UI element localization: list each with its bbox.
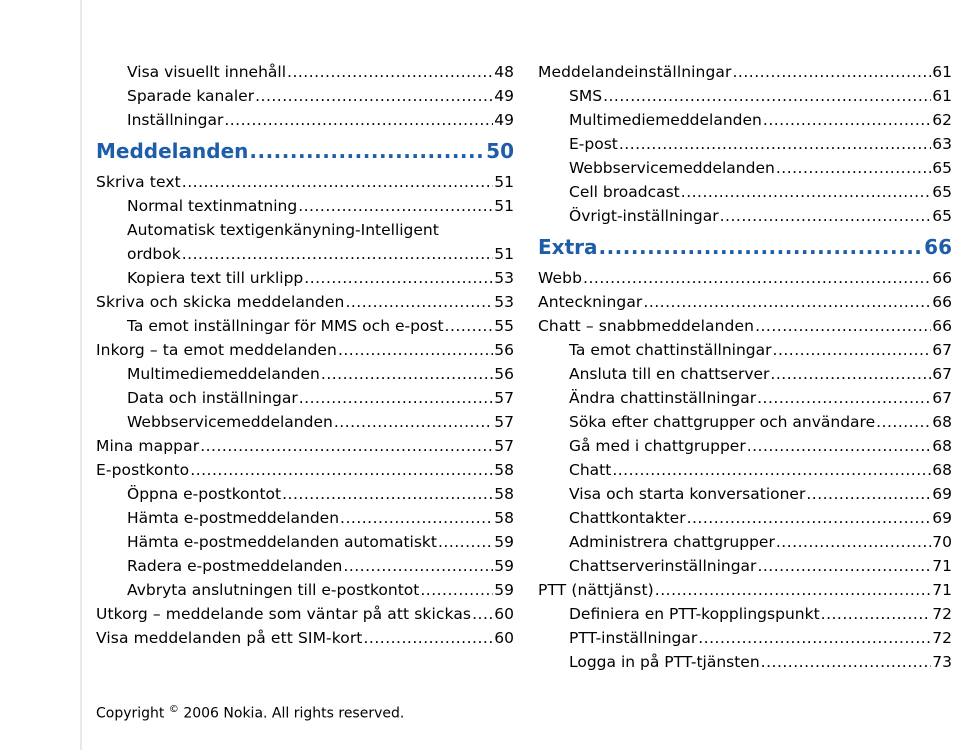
toc-entry[interactable]: [96, 290, 514, 314]
toc-page-number: 71: [932, 557, 952, 575]
toc-dot-leader: [420, 578, 493, 602]
toc-entry-title: Chattserverinställningar: [569, 557, 757, 575]
toc-entry[interactable]: [96, 362, 514, 386]
toc-page-number: 51: [494, 173, 514, 191]
toc-dot-leader: [583, 266, 931, 290]
toc-dot-leader: [761, 650, 932, 674]
toc-entry[interactable]: [538, 290, 952, 314]
toc-entry[interactable]: [538, 84, 952, 108]
toc-entry[interactable]: [538, 458, 952, 482]
toc-page-number: 58: [494, 509, 514, 527]
toc-page-number: 70: [932, 533, 952, 551]
toc-entry-title: Sparade kanaler: [127, 87, 255, 105]
toc-page-number: 59: [494, 581, 514, 599]
toc-entry-title: Visa och starta konversationer: [569, 485, 806, 503]
toc-dot-leader: [598, 228, 923, 266]
toc-page-number: 60: [494, 629, 514, 647]
toc-page-number: 69: [932, 485, 952, 503]
toc-page-number: 68: [932, 437, 952, 455]
toc-entry[interactable]: [538, 60, 952, 84]
toc-page-number: 67: [932, 389, 952, 407]
toc-dot-leader: [763, 108, 931, 132]
toc-entry-title: Extra: [538, 235, 598, 259]
toc-page-number: 58: [494, 461, 514, 479]
toc-entry[interactable]: [538, 578, 952, 602]
toc-dot-leader: [755, 314, 931, 338]
toc-page-number: 53: [494, 269, 514, 287]
toc-dot-leader: [619, 132, 931, 156]
toc-entry[interactable]: [538, 132, 952, 156]
toc-dot-leader: [200, 434, 493, 458]
toc-page-number: 56: [494, 341, 514, 359]
toc-entry[interactable]: [538, 314, 952, 338]
toc-dot-leader: [757, 386, 931, 410]
toc-dot-leader: [655, 578, 931, 602]
toc-entry-title: Gå med i chattgrupper: [569, 437, 746, 455]
toc-entry-title: Visa visuellt innehåll: [127, 63, 287, 81]
toc-section-heading[interactable]: [96, 132, 514, 170]
toc-page-number: 56: [494, 365, 514, 383]
toc-entry-title: Visa meddelanden på ett SIM-kort: [96, 629, 363, 647]
toc-dot-leader: [224, 108, 493, 132]
toc-entry[interactable]: [96, 602, 514, 626]
toc-entry[interactable]: [96, 386, 514, 410]
toc-page-number: 68: [932, 461, 952, 479]
toc-entry-title: Definiera en PTT-kopplingspunkt: [569, 605, 820, 623]
toc-page-number: 51: [494, 197, 514, 215]
toc-entry[interactable]: [96, 170, 514, 194]
toc-entry-title: Meddelandeinställningar: [538, 63, 732, 81]
toc-entry[interactable]: [96, 458, 514, 482]
toc-page-number: 59: [494, 557, 514, 575]
toc-dot-leader: [287, 60, 493, 84]
toc-dot-leader: [876, 410, 931, 434]
toc-entry-title: Avbryta anslutningen till e-postkontot: [127, 581, 420, 599]
toc-page-number: 57: [494, 389, 514, 407]
toc-entry-title: Skriva och skicka meddelanden: [96, 293, 345, 311]
toc-page-number: 73: [932, 653, 952, 671]
toc-entry[interactable]: [96, 338, 514, 362]
toc-dot-leader: [321, 362, 493, 386]
toc-entry-title: PTT-inställningar: [569, 629, 698, 647]
toc-entry[interactable]: [538, 650, 952, 674]
toc-left-column: [96, 60, 514, 650]
toc-entry[interactable]: [538, 362, 952, 386]
toc-entry-title: Data och inställningar: [127, 389, 298, 407]
toc-page-number: 67: [932, 365, 952, 383]
toc-page-number: 49: [494, 111, 514, 129]
toc-entry-title: Radera e-postmeddelanden: [127, 557, 343, 575]
toc-dot-leader: [732, 60, 931, 84]
toc-page-number: 65: [932, 183, 952, 201]
toc-entry-title: Chattkontakter: [569, 509, 686, 527]
toc-page-number: 65: [932, 159, 952, 177]
toc-entry-title: Automatisk textigenkänyning-Intelligent: [127, 221, 439, 239]
toc-entry[interactable]: [538, 338, 952, 362]
toc-dot-leader: [757, 554, 931, 578]
toc-page-number: 61: [932, 63, 952, 81]
toc-entry-title: Skriva text: [96, 173, 181, 191]
toc-page-number: 48: [494, 63, 514, 81]
toc-page-number: 55: [494, 317, 514, 335]
toc-entry-title: Anteckningar: [538, 293, 643, 311]
toc-dot-leader: [182, 170, 493, 194]
toc-entry[interactable]: [538, 626, 952, 650]
toc-dot-leader: [681, 180, 932, 204]
toc-page-number: 62: [932, 111, 952, 129]
toc-entry[interactable]: [538, 156, 952, 180]
toc-entry-title: Inkorg – ta emot meddelanden: [96, 341, 337, 359]
toc-entry-title: Mina mappar: [96, 437, 200, 455]
toc-entry-title: Hämta e-postmeddelanden: [127, 509, 340, 527]
toc-page-number: 59: [494, 533, 514, 551]
toc-entry-title: Öppna e-postkontot: [127, 485, 282, 503]
toc-entry-title: Webbservicemeddelanden: [569, 159, 775, 177]
toc-dot-leader: [190, 458, 493, 482]
toc-entry-title: Ansluta till en chattserver: [569, 365, 770, 383]
toc-entry[interactable]: [538, 180, 952, 204]
toc-page-number: 63: [932, 135, 952, 153]
toc-entry[interactable]: [96, 578, 514, 602]
toc-entry[interactable]: [538, 554, 952, 578]
toc-dot-leader: [773, 338, 932, 362]
toc-entry[interactable]: [538, 386, 952, 410]
toc-dot-leader: [603, 84, 931, 108]
toc-entry-title: Multimediemeddelanden: [127, 365, 320, 383]
toc-entry-title: PTT (nättjänst): [538, 581, 654, 599]
toc-dot-leader: [776, 156, 931, 180]
toc-entry-title: Ändra chattinställningar: [569, 389, 757, 407]
toc-entry-title: Multimediemeddelanden: [569, 111, 762, 129]
toc-dot-leader: [338, 338, 493, 362]
toc-entry-title: Normal textinmatning: [127, 197, 298, 215]
toc-page-number: 66: [924, 235, 952, 259]
copyright-symbol: ©: [168, 704, 179, 715]
toc-page-number: 69: [932, 509, 952, 527]
toc-dot-leader: [282, 482, 493, 506]
toc-page-number: 51: [494, 245, 514, 263]
toc-entry[interactable]: [538, 434, 952, 458]
toc-dot-leader: [255, 84, 493, 108]
toc-entry[interactable]: [96, 108, 514, 132]
toc-dot-leader: [747, 434, 932, 458]
toc-page-number: 66: [932, 317, 952, 335]
toc-page-number: 57: [494, 437, 514, 455]
toc-entry[interactable]: [96, 194, 514, 218]
toc-page-number: 71: [932, 581, 952, 599]
toc-entry[interactable]: [96, 626, 514, 650]
toc-entry-title: Inställningar: [127, 111, 224, 129]
toc-page-number: 65: [932, 207, 952, 225]
toc-page-number: 57: [494, 413, 514, 431]
toc-entry-title: Ta emot inställningar för MMS och e-post: [127, 317, 444, 335]
toc-entry-title: Meddelanden: [96, 139, 249, 163]
toc-dot-leader: [304, 266, 493, 290]
toc-entry[interactable]: [538, 204, 952, 228]
toc-entry-title: Webb: [538, 269, 583, 287]
toc-right-column: [538, 60, 952, 674]
toc-page-number: 61: [932, 87, 952, 105]
toc-dot-leader: [776, 530, 931, 554]
toc-dot-leader: [298, 194, 493, 218]
toc-dot-leader: [334, 410, 493, 434]
toc-entry[interactable]: [96, 266, 514, 290]
toc-entry[interactable]: [96, 434, 514, 458]
toc-entry[interactable]: [538, 530, 952, 554]
toc-page-number: 72: [932, 605, 952, 623]
toc-page-number: 53: [494, 293, 514, 311]
toc-entry[interactable]: [96, 530, 514, 554]
toc-entry-title: Kopiera text till urklipp: [127, 269, 304, 287]
toc-entry-title: Logga in på PTT-tjänsten: [569, 653, 760, 671]
toc-page-number: 68: [932, 413, 952, 431]
toc-dot-leader: [806, 482, 931, 506]
toc-page-number: 67: [932, 341, 952, 359]
toc-entry-title: Chatt: [569, 461, 612, 479]
toc-entry-title: E-post: [569, 135, 618, 153]
toc-dot-leader: [687, 506, 932, 530]
toc-dot-leader: [770, 362, 931, 386]
toc-dot-leader: [340, 506, 493, 530]
toc-entry-title: ordbok: [127, 245, 181, 263]
toc-entry-title: SMS: [569, 87, 603, 105]
toc-page-number: 60: [494, 605, 514, 623]
toc-entry[interactable]: [538, 506, 952, 530]
toc-page-number: 58: [494, 485, 514, 503]
toc-dot-leader: [343, 554, 493, 578]
toc-entry[interactable]: [538, 482, 952, 506]
toc-dot-leader: [438, 530, 493, 554]
toc-entry[interactable]: [96, 506, 514, 530]
toc-entry[interactable]: [96, 60, 514, 84]
toc-entry-title: Söka efter chattgrupper och användare: [569, 413, 876, 431]
toc-dot-leader: [345, 290, 493, 314]
toc-entry[interactable]: [96, 218, 514, 242]
toc-entry-title: Utkorg – meddelande som väntar på att skickas: [96, 605, 472, 623]
toc-entry-title: Övrigt-inställningar: [569, 207, 719, 225]
toc-entry[interactable]: [538, 410, 952, 434]
toc-dot-leader: [299, 386, 494, 410]
toc-dot-leader: [698, 626, 931, 650]
toc-page-number: 50: [486, 139, 514, 163]
toc-dot-leader: [364, 626, 494, 650]
toc-page-number: 66: [932, 269, 952, 287]
copyright-text: 2006 Nokia. All rights reserved.: [183, 705, 405, 722]
toc-dot-leader: [643, 290, 931, 314]
toc-entry-title: Ta emot chattinställningar: [569, 341, 772, 359]
toc-dot-leader: [472, 602, 493, 626]
toc-dot-leader: [182, 242, 494, 266]
toc-dot-leader: [612, 458, 931, 482]
toc-entry[interactable]: [96, 554, 514, 578]
toc-entry[interactable]: [96, 84, 514, 108]
toc-entry[interactable]: [538, 108, 952, 132]
toc-entry[interactable]: [96, 314, 514, 338]
toc-dot-leader: [445, 314, 494, 338]
toc-dot-leader: [720, 204, 932, 228]
toc-section-heading[interactable]: [538, 228, 952, 266]
margin-rule: [80, 0, 82, 750]
toc-entry-title: Webbservicemeddelanden: [127, 413, 333, 431]
toc-page-number: 66: [932, 293, 952, 311]
copyright-notice: [96, 700, 404, 724]
toc-entry-title: E-postkonto: [96, 461, 190, 479]
toc-entry[interactable]: [96, 410, 514, 434]
copyright-prefix: Copyright: [96, 705, 165, 722]
toc-entry[interactable]: [538, 266, 952, 290]
toc-page-number: 72: [932, 629, 952, 647]
toc-entry-title: Hämta e-postmeddelanden automatiskt: [127, 533, 437, 551]
toc-page-number: 49: [494, 87, 514, 105]
toc-entry-title: Chatt – snabbmeddelanden: [538, 317, 755, 335]
toc-entry-title: Cell broadcast: [569, 183, 680, 201]
toc-dot-leader: [821, 602, 932, 626]
toc-dot-leader: [249, 132, 485, 170]
toc-entry-title: Administrera chattgrupper: [569, 533, 775, 551]
toc-entry[interactable]: [538, 602, 952, 626]
toc-entry[interactable]: [96, 482, 514, 506]
toc-entry[interactable]: [96, 242, 514, 266]
